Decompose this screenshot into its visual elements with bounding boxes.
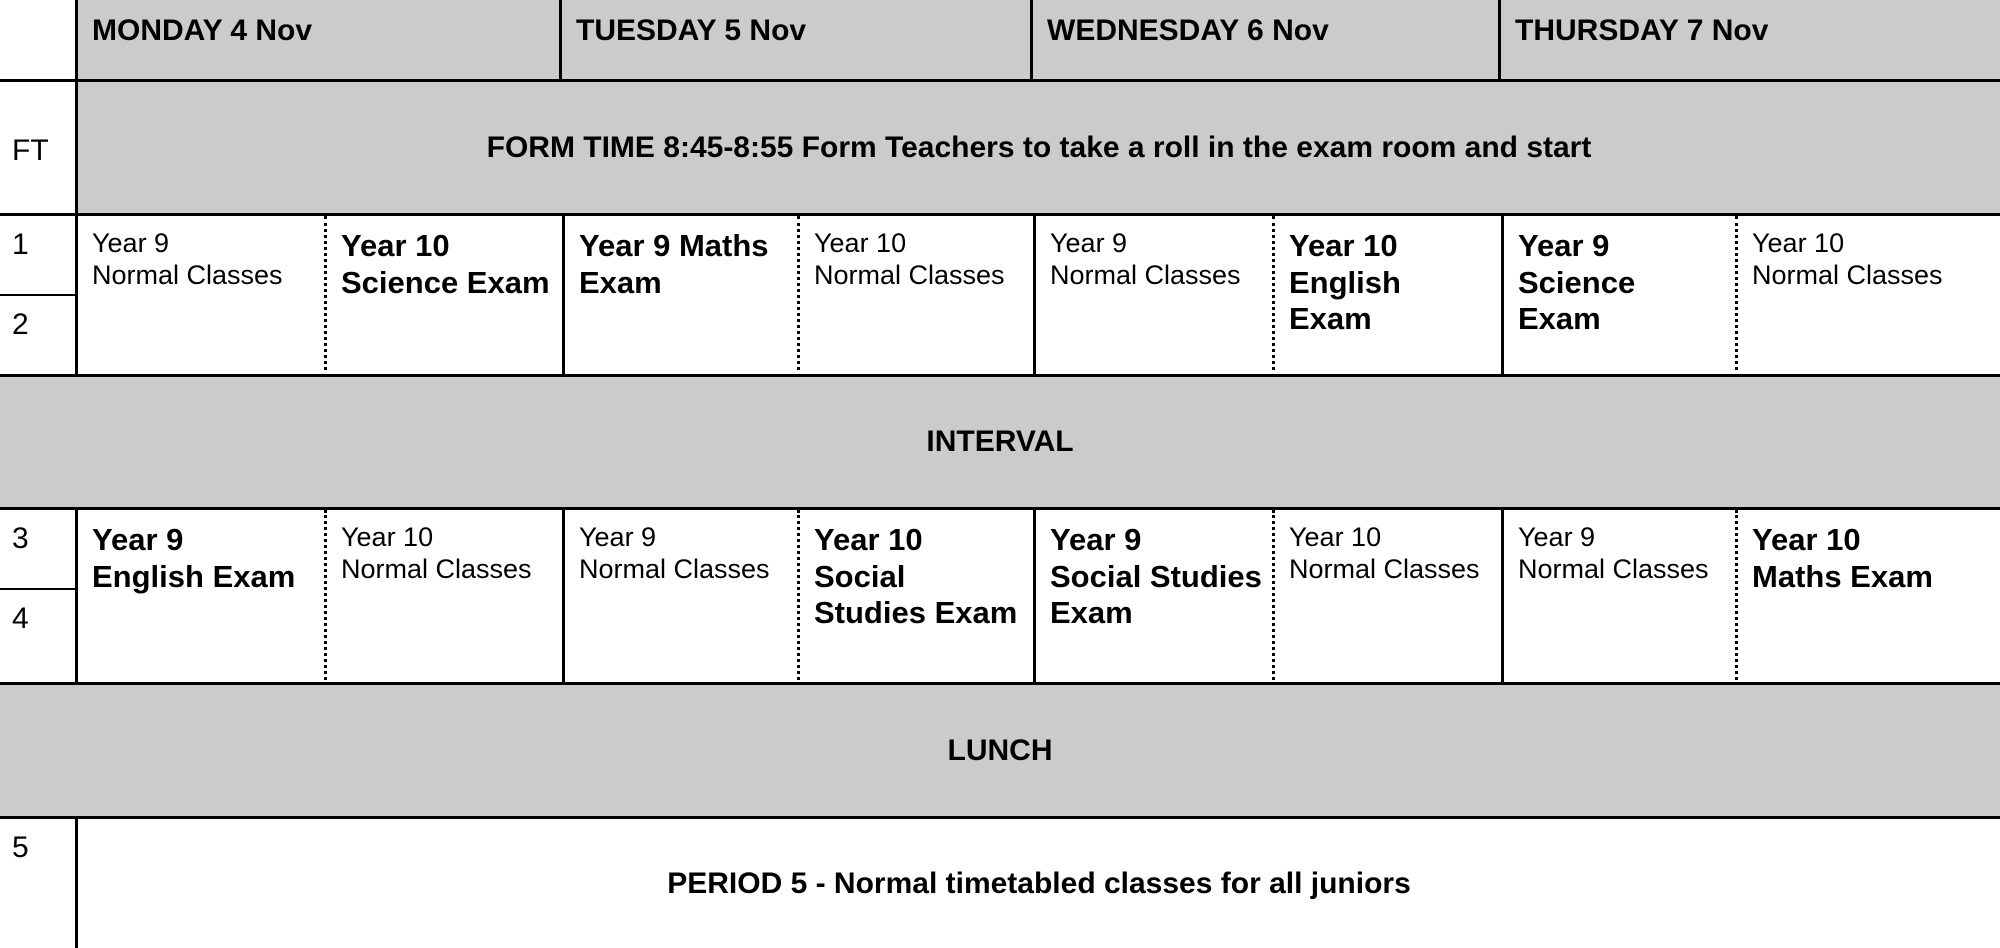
session-cell [324, 216, 562, 377]
session-activity: Exam [579, 264, 662, 300]
session-cell [562, 510, 797, 685]
session-year: Year 10 [1752, 522, 1861, 557]
session-year: Year 9 [92, 228, 170, 258]
session-year: Year 9 [1050, 228, 1128, 258]
session-cell [1501, 216, 1735, 377]
period-label-4: 4 [0, 590, 78, 685]
day-header-tuesday: TUESDAY 5 Nov [562, 0, 1033, 82]
session-activity: Social Studies Exam [814, 558, 1018, 631]
session-cell [78, 216, 324, 377]
session-cell [562, 216, 797, 377]
session-activity: Maths Exam [1752, 558, 1933, 594]
session-activity: Normal Classes [341, 553, 532, 584]
session-cell [1033, 510, 1272, 685]
session-activity: Normal Classes [1752, 259, 1943, 290]
session-activity: Normal Classes [1050, 259, 1241, 290]
session-year: Year 10 [1289, 228, 1398, 263]
session-year: Year 10 [341, 522, 434, 552]
session-cell [797, 216, 1033, 377]
day-header-thursday: THURSDAY 7 Nov [1501, 0, 2000, 82]
session-cell [324, 510, 562, 685]
session-year: Year 10 [1752, 228, 1845, 258]
session-activity: Normal Classes [1289, 553, 1480, 584]
session-year: Year 9 [1518, 522, 1596, 552]
session-activity: Normal Classes [579, 553, 770, 584]
session-year: Year 9 [579, 522, 657, 552]
session-year: Year 9 Maths [579, 228, 769, 263]
period-label-ft: FT [0, 82, 78, 216]
session-activity: Science Exam [1518, 264, 1636, 337]
session-cell [1501, 510, 1735, 685]
session-cell [1272, 510, 1501, 685]
interval-banner: INTERVAL [0, 377, 2000, 510]
session-year: Year 10 [814, 522, 923, 557]
session-cell [1033, 216, 1272, 377]
session-year: Year 10 [341, 228, 450, 263]
session-cell [1735, 510, 2000, 685]
session-year: Year 10 [814, 228, 907, 258]
period-label-2: 2 [0, 296, 78, 377]
session-activity: Normal Classes [92, 259, 283, 290]
session-cell [78, 510, 324, 685]
period-label-1: 1 [0, 216, 78, 296]
session-activity: English Exam [92, 558, 296, 594]
form-time-banner: FORM TIME 8:45-8:55 Form Teachers to take a roll in the exam room and start [78, 82, 2000, 216]
session-year: Year 9 [1518, 228, 1610, 263]
day-header-wednesday: WEDNESDAY 6 Nov [1033, 0, 1501, 82]
session-activity: English Exam [1289, 264, 1401, 337]
lunch-banner: LUNCH [0, 685, 2000, 819]
session-year: Year 10 [1289, 522, 1382, 552]
period5-banner: PERIOD 5 - Normal timetabled classes for all juniors [667, 866, 1411, 900]
period-label-3: 3 [0, 510, 78, 590]
day-header-monday: MONDAY 4 Nov [78, 0, 562, 82]
corner-cell [0, 0, 78, 82]
session-activity: Social Studies Exam [1050, 558, 1262, 631]
session-year: Year 9 [92, 522, 184, 557]
session-activity: Normal Classes [1518, 553, 1709, 584]
session-cell [1735, 216, 2000, 377]
session-year: Year 9 [1050, 522, 1142, 557]
session-cell [1272, 216, 1501, 377]
session-activity: Normal Classes [814, 259, 1005, 290]
session-activity: Science Exam [341, 264, 550, 300]
session-cell [797, 510, 1033, 685]
period-label-5: 5 [0, 819, 78, 948]
